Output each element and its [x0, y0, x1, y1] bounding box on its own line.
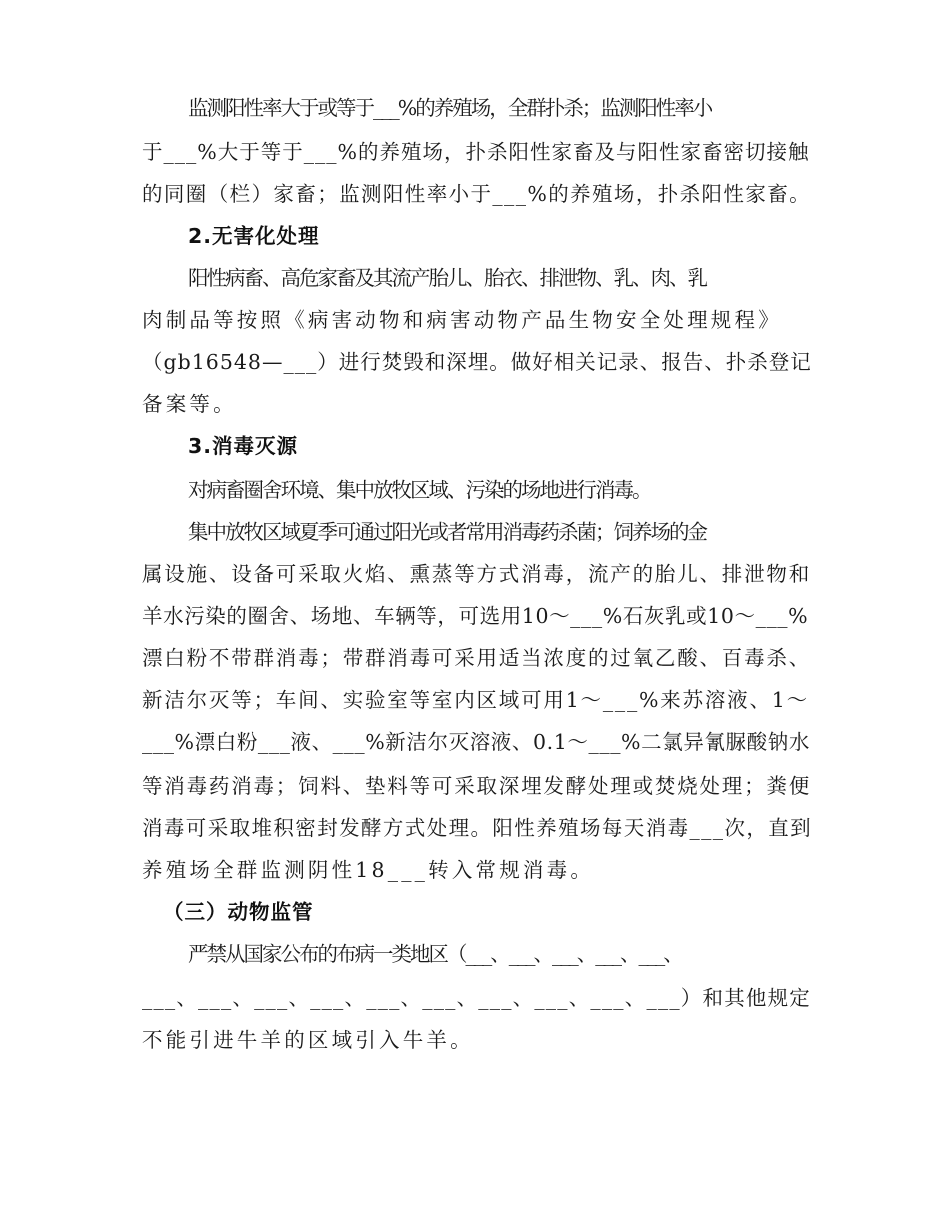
paragraph-line: 监测阳性率大于或等于___%的养殖场，全群扑杀；监测阳性率小	[188, 96, 712, 120]
paragraph-line: 属设施、设备可采取火焰、熏蒸等方式消毒，流产的胎儿、排泄物和	[142, 562, 811, 586]
paragraph-line: 羊水污染的圈舍、场地、车辆等，可选用10～___%石灰乳或10～___%	[142, 604, 809, 628]
paragraph-line: （gb16548—___）进行焚毁和深埋。做好相关记录、报告、扑杀登记	[142, 350, 812, 374]
paragraph-line: 消毒可采取堆积密封发酵方式处理。阳性养殖场每天消毒___次，直到	[142, 816, 813, 840]
paragraph-line: 备案等。	[142, 392, 237, 416]
paragraph-line: 不能引进牛羊的区域引入牛羊。	[142, 1028, 474, 1052]
paragraph-line: 于___%大于等于___%的养殖场，扑杀阳性家畜及与阳性家畜密切接触	[142, 140, 810, 164]
paragraph-line: 等消毒药消毒；饲料、垫料等可采取深埋发酵处理或焚烧处理；粪便	[142, 774, 811, 798]
section-heading-animal-supervision: （三）动物监管	[163, 900, 314, 924]
paragraph-line: 养殖场全群监测阴性18___转入常规消毒。	[142, 858, 595, 882]
paragraph-line: 阳性病畜、高危家畜及其流产胎儿、胎衣、排泄物、乳、肉、乳	[188, 266, 706, 290]
paragraph-line: 对病畜圈舍环境、集中放牧区域、污染的场地进行消毒。	[188, 478, 651, 502]
paragraph-line: 严禁从国家公布的布病一类地区（___、___、___、___、___、	[188, 942, 682, 966]
paragraph-line: 的同圈（栏）家畜；监测阳性率小于___%的养殖场，扑杀阳性家畜。	[142, 182, 812, 206]
paragraph-line: ___、___、___、___、___、___、___、___、___、___）和其他规定	[142, 986, 811, 1010]
section-heading-disinfection: 3.消毒灭源	[188, 434, 299, 458]
paragraph-line: 新洁尔灭等；车间、实验室等室内区域可用1～___%来苏溶液、1～	[142, 688, 809, 712]
paragraph-line: 集中放牧区域夏季可通过阳光或者常用消毒药杀菌；饲养场的金	[188, 520, 706, 544]
paragraph-line: 肉制品等按照《病害动物和病害动物产品生物安全处理规程》	[142, 308, 782, 332]
section-heading-harmless-treatment: 2.无害化处理	[188, 224, 320, 248]
paragraph-line: ___%漂白粉___液、___%新洁尔灭溶液、0.1～___%二氯异氰脲酸钠水	[142, 730, 810, 754]
paragraph-line: 漂白粉不带群消毒；带群消毒可采用适当浓度的过氧乙酸、百毒杀、	[142, 646, 811, 670]
